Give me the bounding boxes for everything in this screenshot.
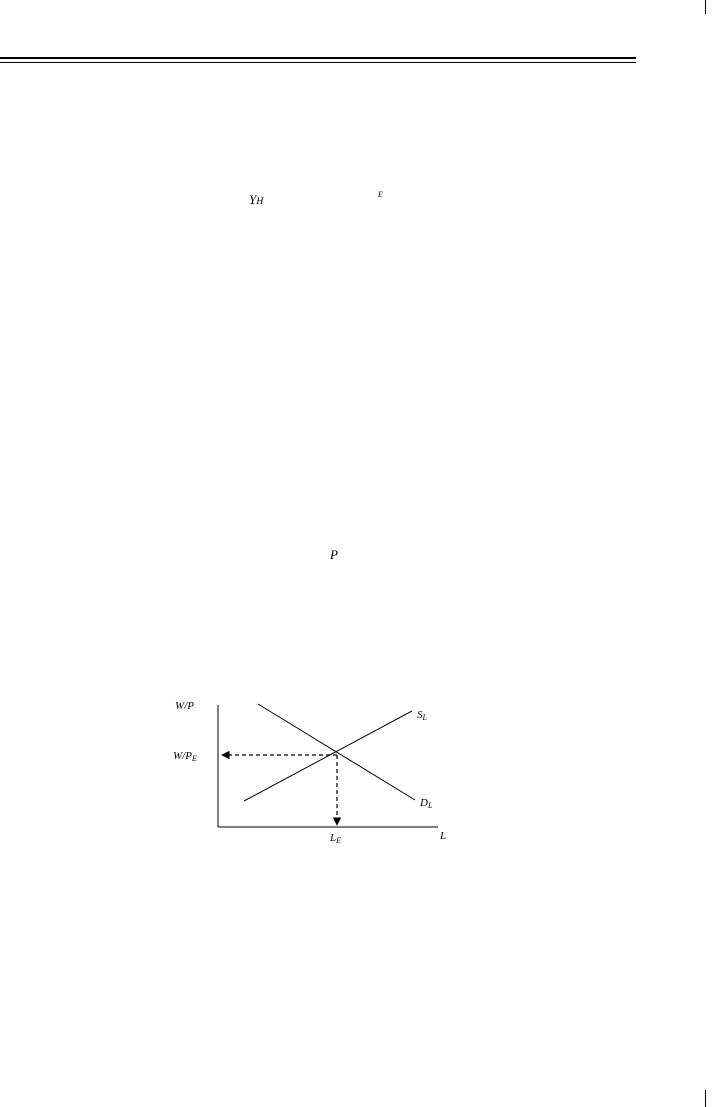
supply-curve bbox=[244, 711, 412, 801]
labor-market-diagram bbox=[170, 690, 460, 850]
labor-equilibrium-label bbox=[329, 832, 341, 845]
demand-curve-label bbox=[419, 797, 433, 810]
symbol-e-superscript-text: E bbox=[378, 190, 383, 199]
symbol-y-h-base: Y bbox=[249, 192, 257, 207]
labor-equilibrium-label-sub: E bbox=[336, 836, 342, 845]
supply-curve-label bbox=[417, 709, 428, 722]
symbol-y-h-subscript: H bbox=[256, 196, 264, 207]
header-rule-thin bbox=[0, 62, 636, 63]
symbol-p bbox=[330, 548, 338, 561]
symbol-p-text: P bbox=[330, 547, 338, 562]
supply-curve-label-sub: L bbox=[422, 713, 427, 722]
header-rule-thick bbox=[0, 57, 636, 59]
demand-curve-label-sub: L bbox=[427, 801, 433, 810]
labor-equilibrium-label-base: L bbox=[330, 832, 337, 844]
page-edge-mark-bottom bbox=[705, 1090, 706, 1107]
wage-equilibrium-label-sub: E bbox=[191, 754, 197, 763]
y-axis-label: W/P bbox=[175, 700, 194, 712]
wage-equilibrium-label bbox=[173, 750, 197, 763]
demand-curve-label-base: D bbox=[420, 797, 428, 809]
page-edge-mark-top bbox=[705, 0, 706, 14]
symbol-y-h bbox=[249, 193, 263, 207]
x-axis-label: L bbox=[440, 830, 447, 842]
wage-equilibrium-label-base: W/P bbox=[173, 750, 192, 762]
supply-curve-label-base: S bbox=[417, 709, 423, 721]
symbol-e-superscript bbox=[378, 191, 383, 199]
